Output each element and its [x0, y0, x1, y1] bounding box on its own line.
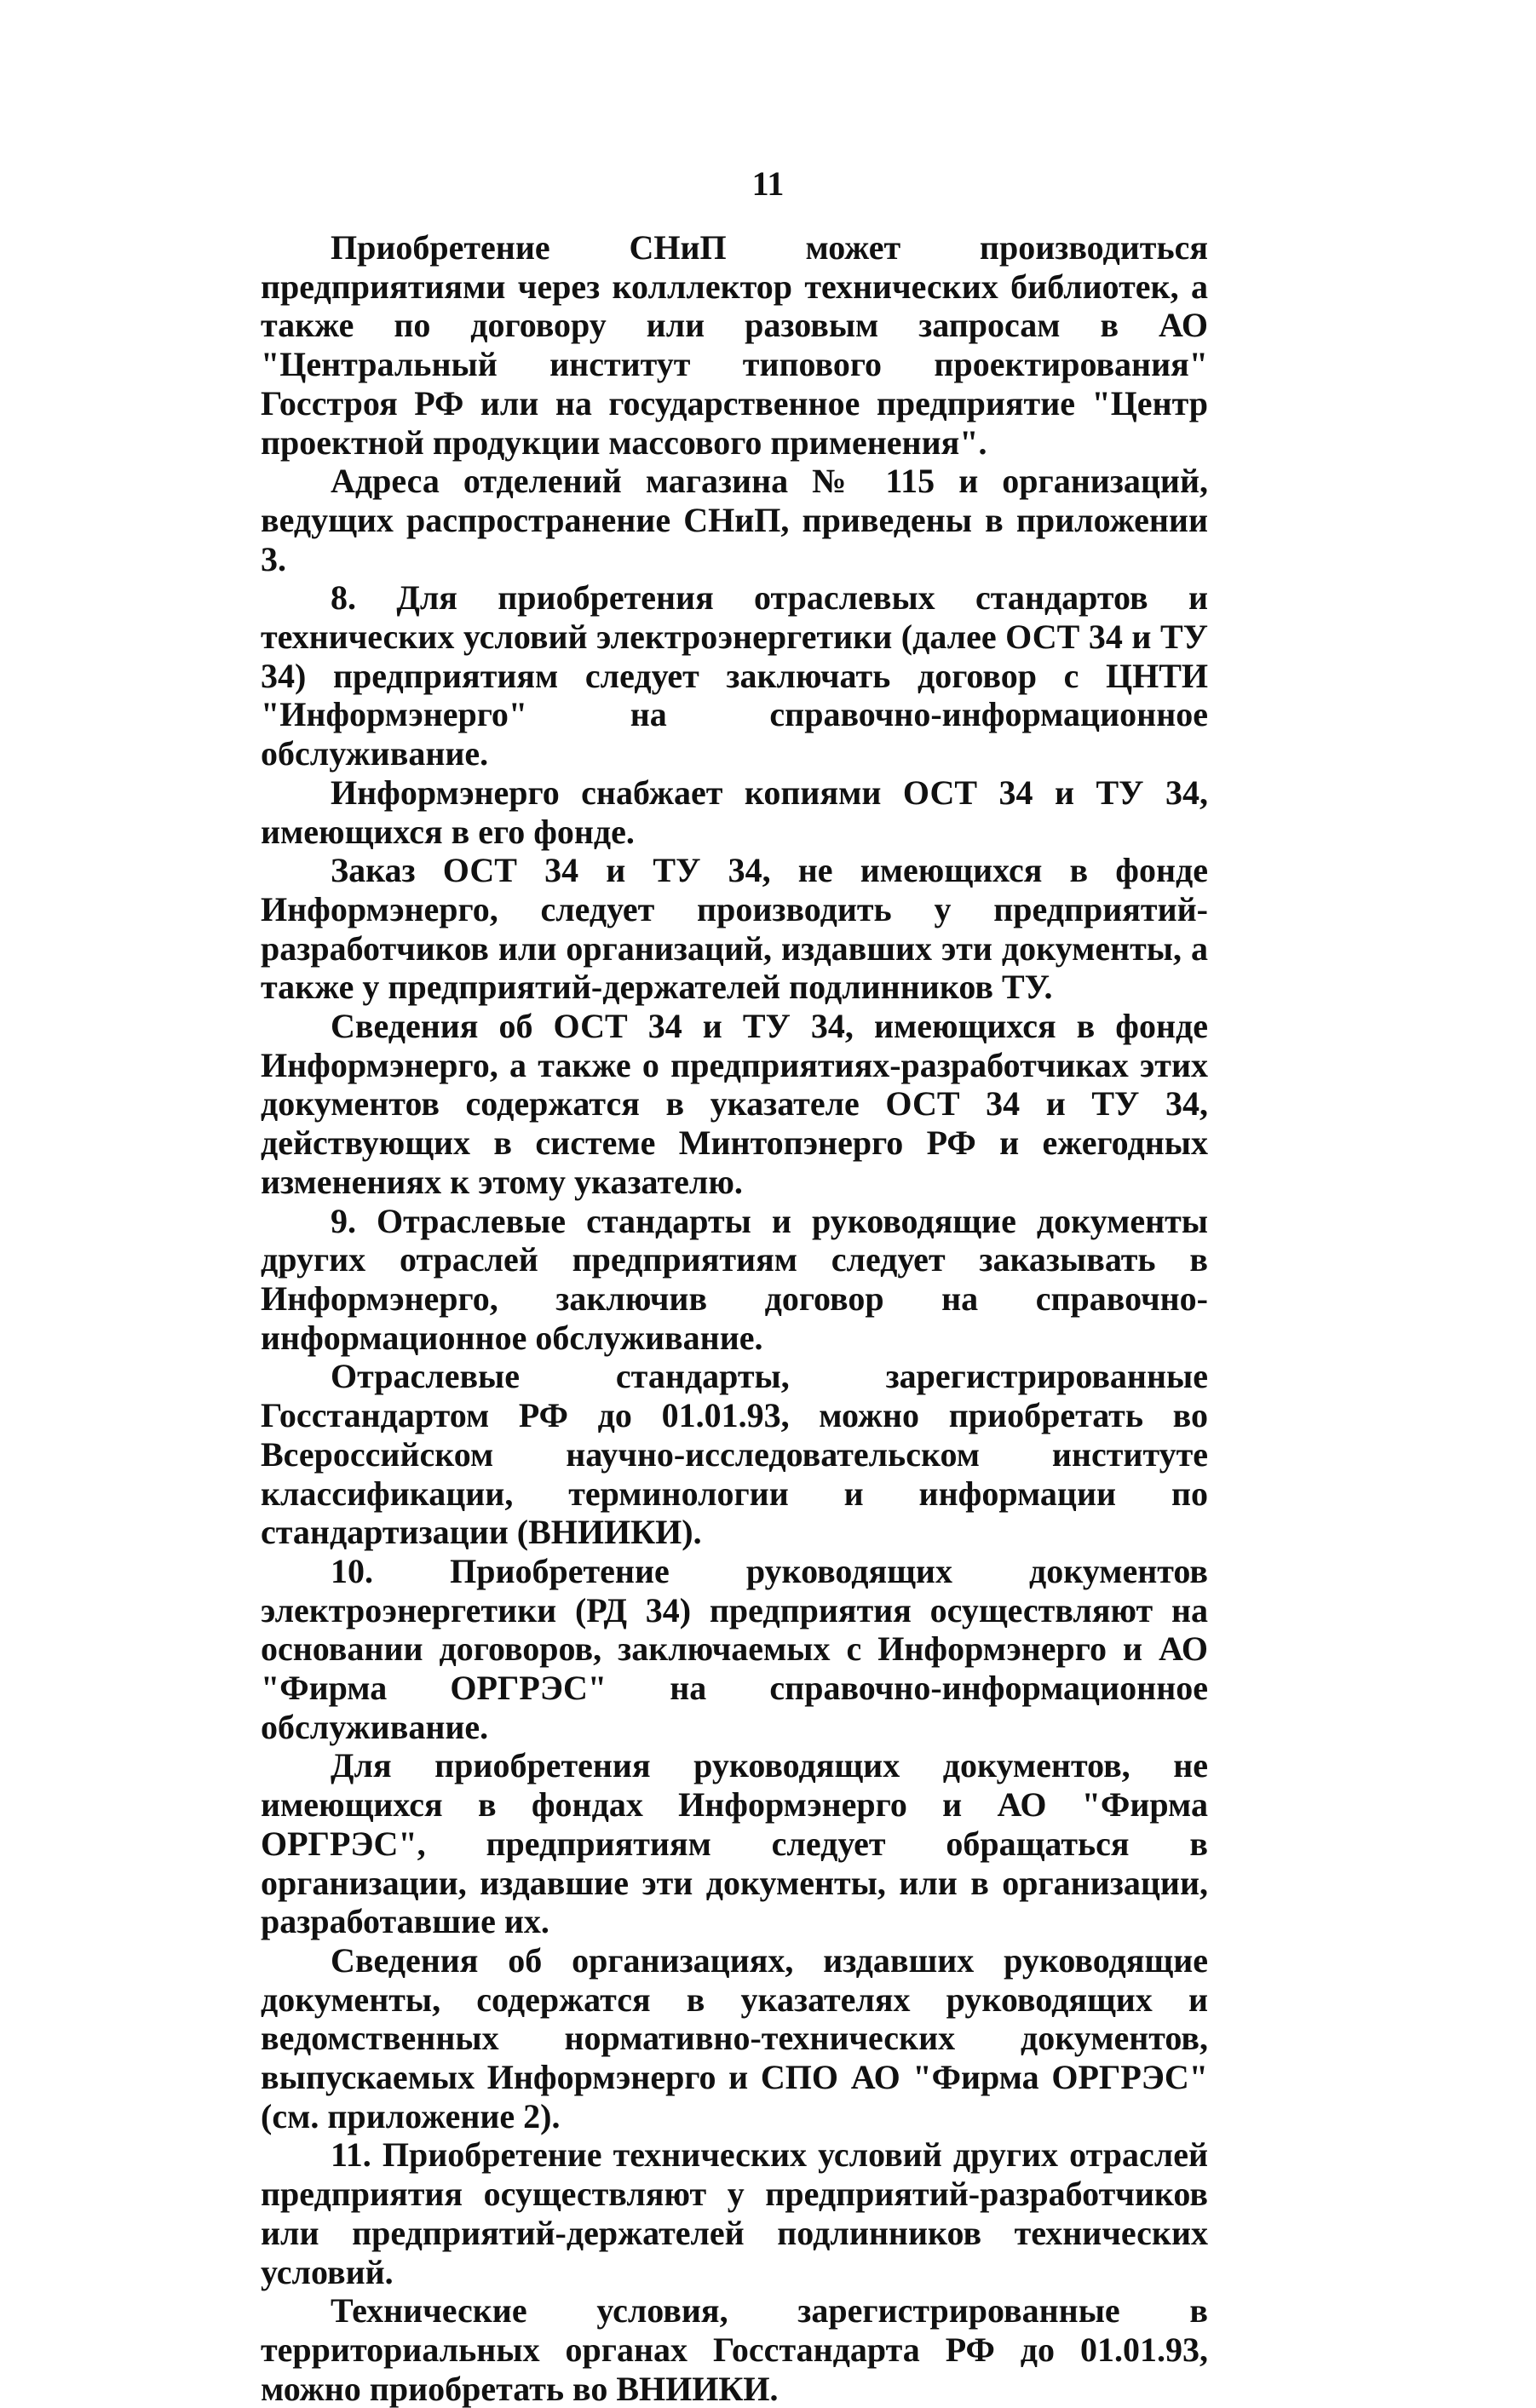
paragraph-item-10: 10. Приобретение руководящих документов электроэнергетики (РД 34) предприятия осуществляют на основании договоров, заключаемых с Информэнерго и АО "Фирма ОРГРЭС" на справочно-информационное обслуживание. [261, 1551, 1208, 1746]
paragraph-publishers-info: Сведения об организациях, издавших руководящие документы, содержатся в указателях руководящих и ведомственных нормативно-технических документов, выпускаемых Информэнерго и СПО АО "Фирма ОРГРЭС" (см. приложение 2). [261, 1940, 1208, 2135]
page-number: 11 [751, 164, 785, 203]
body-text [261, 228, 1208, 2408]
paragraph-missing-documents: Для приобретения руководящих документов, не имеющихся в фондах Информэнерго и АО "Фирма ОРГРЭС", предприятиям следует обращаться в организации, издавшие эти документы, или в организации, разработавшие их. [261, 1746, 1208, 1941]
paragraph-store-addresses: Адреса отделений магазина № 115 и организаций, ведущих распространение СНиП, приведены в приложении 3. [261, 462, 1208, 578]
paragraph-vniiki: Отраслевые стандарты, зарегистрированные Госстандартом РФ до 01.01.93, можно приобретать во Всероссийском научно-исследовательском институте классификации, терминологии и информации по стандартизации (ВНИИКИ). [261, 1357, 1208, 1552]
paragraph-technical-conditions: Технические условия, зарегистрированные в территориальных органах Госстандарта РФ до 01.01.93, можно приобретать во ВНИИКИ. [261, 2291, 1208, 2408]
paragraph-snip-acquisition: Приобретение СНиП может производиться предприятиями через колллектор технических библиотек, а также по договору или разовым запросам в АО "Центральный институт типового проектирования" Госстроя РФ или на государственное предприятие "Центр проектной продукции массового применения". [261, 228, 1208, 462]
paragraph-item-11: 11. Приобретение технических условий других отраслей предприятия осуществляют у предприятий-разработчиков или предприятий-держателей подлинников технических условий. [261, 2135, 1208, 2291]
paragraph-index-info: Сведения об ОСТ 34 и ТУ 34, имеющихся в фонде Информэнерго, а также о предприятиях-разработчиках этих документов содержатся в указателе ОСТ 34 и ТУ 34, действующих в системе Минтопэнерго РФ и ежегодных изменениях к этому указателю. [261, 1007, 1208, 1201]
paragraph-item-8: 8. Для приобретения отраслевых стандартов и технических условий электроэнергетики (далее ОСТ 34 и ТУ 34) предприятиям следует заключать договор с ЦНТИ "Информэнерго" на справочно-информационное обслуживание. [261, 578, 1208, 773]
paragraph-ordering: Заказ ОСТ 34 и ТУ 34, не имеющихся в фонде Информэнерго, следует производить у предприятий-разработчиков или организаций, издавших эти документы, а также у предприятий-держателей подлинников ТУ. [261, 851, 1208, 1007]
paragraph-item-9: 9. Отраслевые стандарты и руководящие документы других отраслей предприятиям следует заказывать в Информэнерго, заключив договор на справочно-информационное обслуживание. [261, 1201, 1208, 1357]
paragraph-informenergo-copies: Информэнерго снабжает копиями ОСТ 34 и ТУ 34, имеющихся в его фонде. [261, 773, 1208, 851]
